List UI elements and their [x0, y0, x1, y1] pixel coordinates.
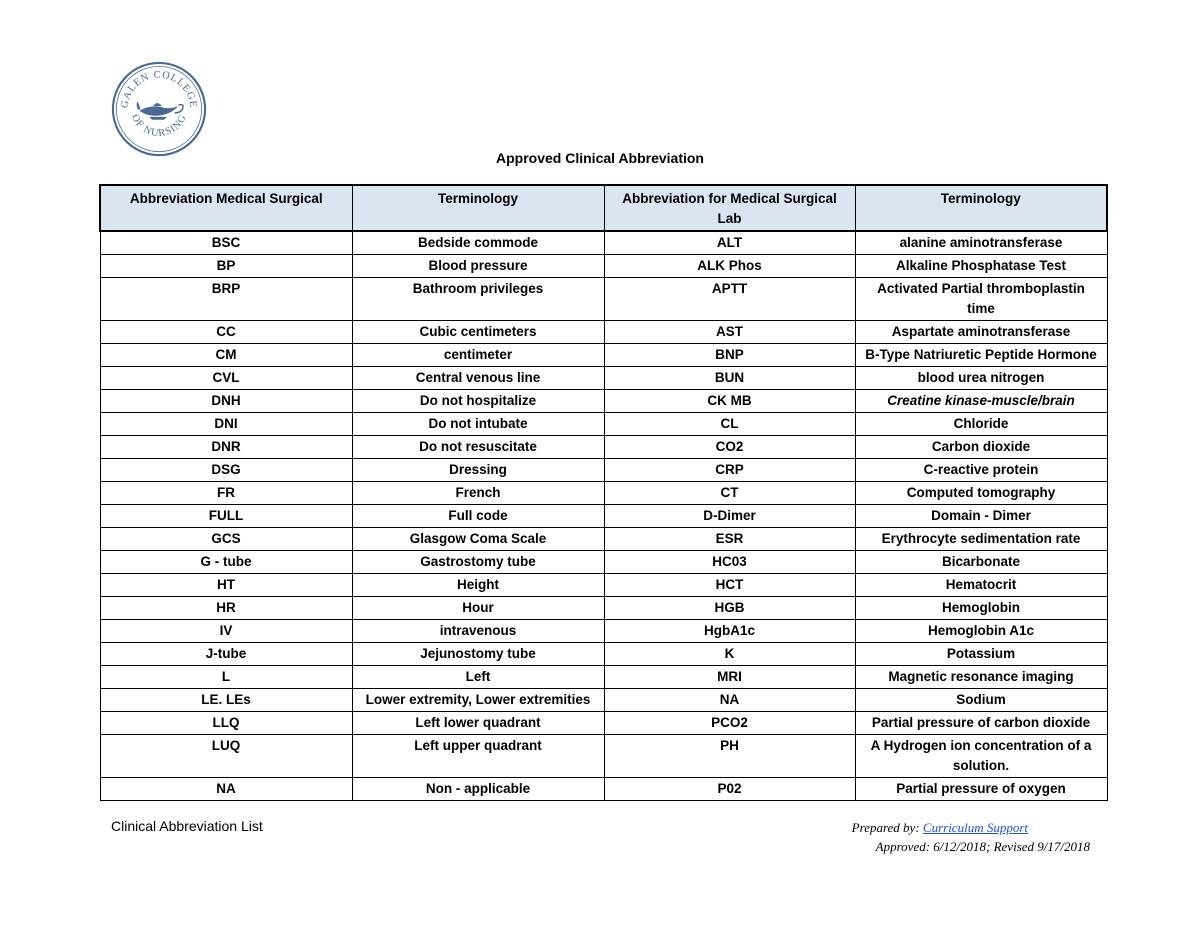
table-row	[100, 528, 1107, 551]
footer-approval-info	[852, 818, 1090, 856]
table-row	[100, 413, 1107, 436]
header-abbreviation-med-surg: Abbreviation Medical Surgical	[100, 185, 352, 231]
cell-terminology-lab: Hemoglobin A1c	[855, 620, 1107, 643]
cell-abbreviation-lab: BUN	[604, 367, 855, 390]
cell-terminology-med-surg: Jejunostomy tube	[352, 643, 604, 666]
cell-terminology-lab: Aspartate aminotransferase	[855, 321, 1107, 344]
cell-terminology-lab: Magnetic resonance imaging	[855, 666, 1107, 689]
table-row	[100, 505, 1107, 528]
table-row	[100, 666, 1107, 689]
cell-abbreviation-med-surg: DNH	[100, 390, 352, 413]
cell-terminology-med-surg: Bedside commode	[352, 231, 604, 255]
header-abbreviation-lab: Abbreviation for Medical Surgical Lab	[604, 185, 855, 231]
table-row	[100, 735, 1107, 778]
cell-terminology-med-surg: Blood pressure	[352, 255, 604, 278]
table-row	[100, 778, 1107, 801]
cell-terminology-lab: Bicarbonate	[855, 551, 1107, 574]
cell-terminology-lab: Creatine kinase-muscle/brain	[855, 390, 1107, 413]
cell-terminology-med-surg: centimeter	[352, 344, 604, 367]
table-row	[100, 390, 1107, 413]
cell-abbreviation-med-surg: LLQ	[100, 712, 352, 735]
table-row	[100, 643, 1107, 666]
cell-terminology-lab: Chloride	[855, 413, 1107, 436]
table-header-row	[100, 185, 1107, 231]
cell-terminology-med-surg: Height	[352, 574, 604, 597]
cell-abbreviation-med-surg: LUQ	[100, 735, 352, 778]
cell-abbreviation-med-surg: L	[100, 666, 352, 689]
cell-abbreviation-lab: CT	[604, 482, 855, 505]
cell-abbreviation-lab: AST	[604, 321, 855, 344]
table-row	[100, 255, 1107, 278]
cell-terminology-lab: Domain - Dimer	[855, 505, 1107, 528]
cell-terminology-med-surg: Cubic centimeters	[352, 321, 604, 344]
cell-abbreviation-lab: CRP	[604, 459, 855, 482]
cell-terminology-lab: A Hydrogen ion concentration of a solution.	[855, 735, 1107, 778]
cell-abbreviation-med-surg: IV	[100, 620, 352, 643]
cell-abbreviation-med-surg: J-tube	[100, 643, 352, 666]
cell-abbreviation-lab: HC03	[604, 551, 855, 574]
header-terminology-2: Terminology	[855, 185, 1107, 231]
header-terminology-1: Terminology	[352, 185, 604, 231]
table-row	[100, 459, 1107, 482]
cell-terminology-lab: Activated Partial thromboplastin time	[855, 278, 1107, 321]
cell-abbreviation-med-surg: CC	[100, 321, 352, 344]
cell-abbreviation-lab: APTT	[604, 278, 855, 321]
cell-abbreviation-med-surg: G - tube	[100, 551, 352, 574]
cell-terminology-med-surg: Do not intubate	[352, 413, 604, 436]
cell-abbreviation-med-surg: NA	[100, 778, 352, 801]
cell-abbreviation-med-surg: DNR	[100, 436, 352, 459]
cell-terminology-lab: Potassium	[855, 643, 1107, 666]
cell-abbreviation-lab: HgbA1c	[604, 620, 855, 643]
cell-abbreviation-lab: PH	[604, 735, 855, 778]
table-row	[100, 482, 1107, 505]
table-row	[100, 551, 1107, 574]
cell-terminology-med-surg: Do not hospitalize	[352, 390, 604, 413]
cell-abbreviation-lab: ALK Phos	[604, 255, 855, 278]
cell-terminology-med-surg: Non - applicable	[352, 778, 604, 801]
footer-document-name: Clinical Abbreviation List	[111, 818, 263, 834]
table-row	[100, 597, 1107, 620]
cell-terminology-lab: Hemoglobin	[855, 597, 1107, 620]
cell-terminology-lab: C-reactive protein	[855, 459, 1107, 482]
cell-abbreviation-lab: P02	[604, 778, 855, 801]
table-row	[100, 574, 1107, 597]
cell-terminology-med-surg: Do not resuscitate	[352, 436, 604, 459]
cell-abbreviation-lab: PCO2	[604, 712, 855, 735]
cell-terminology-med-surg: Central venous line	[352, 367, 604, 390]
cell-abbreviation-med-surg: DNI	[100, 413, 352, 436]
approved-date-text: Approved: 6/12/2018; Revised 9/17/2018	[875, 839, 1090, 854]
cell-abbreviation-lab: HGB	[604, 597, 855, 620]
table-body	[100, 231, 1107, 801]
cell-abbreviation-lab: CL	[604, 413, 855, 436]
table-row	[100, 712, 1107, 735]
prepared-by-label: Prepared by:	[851, 820, 923, 835]
cell-terminology-lab: Carbon dioxide	[855, 436, 1107, 459]
cell-terminology-med-surg: Left lower quadrant	[352, 712, 604, 735]
cell-terminology-lab: Hematocrit	[855, 574, 1107, 597]
cell-terminology-med-surg: Left	[352, 666, 604, 689]
table-row	[100, 436, 1107, 459]
cell-terminology-med-surg: Dressing	[352, 459, 604, 482]
cell-terminology-lab: B-Type Natriuretic Peptide Hormone	[855, 344, 1107, 367]
cell-terminology-med-surg: Lower extremity, Lower extremities	[352, 689, 604, 712]
cell-abbreviation-med-surg: GCS	[100, 528, 352, 551]
table-row	[100, 620, 1107, 643]
table-row	[100, 321, 1107, 344]
cell-terminology-lab: Alkaline Phosphatase Test	[855, 255, 1107, 278]
cell-abbreviation-lab: MRI	[604, 666, 855, 689]
cell-terminology-lab: Erythrocyte sedimentation rate	[855, 528, 1107, 551]
table-row	[100, 344, 1107, 367]
cell-abbreviation-lab: CK MB	[604, 390, 855, 413]
table-row	[100, 367, 1107, 390]
cell-terminology-lab: Partial pressure of oxygen	[855, 778, 1107, 801]
cell-terminology-med-surg: intravenous	[352, 620, 604, 643]
cell-abbreviation-med-surg: FR	[100, 482, 352, 505]
cell-terminology-lab: Partial pressure of carbon dioxide	[855, 712, 1107, 735]
cell-terminology-med-surg: Bathroom privileges	[352, 278, 604, 321]
cell-terminology-med-surg: French	[352, 482, 604, 505]
cell-abbreviation-med-surg: HR	[100, 597, 352, 620]
cell-abbreviation-lab: CO2	[604, 436, 855, 459]
cell-abbreviation-med-surg: HT	[100, 574, 352, 597]
cell-terminology-med-surg: Gastrostomy tube	[352, 551, 604, 574]
cell-abbreviation-med-surg: CVL	[100, 367, 352, 390]
cell-terminology-lab: Computed tomography	[855, 482, 1107, 505]
cell-abbreviation-lab: D-Dimer	[604, 505, 855, 528]
table-row	[100, 689, 1107, 712]
cell-abbreviation-med-surg: BSC	[100, 231, 352, 255]
cell-terminology-med-surg: Left upper quadrant	[352, 735, 604, 778]
cell-abbreviation-lab: BNP	[604, 344, 855, 367]
cell-terminology-med-surg: Hour	[352, 597, 604, 620]
cell-terminology-lab: alanine aminotransferase	[855, 231, 1107, 255]
table-row	[100, 231, 1107, 255]
cell-abbreviation-lab: HCT	[604, 574, 855, 597]
cell-abbreviation-med-surg: BRP	[100, 278, 352, 321]
cell-terminology-lab: Sodium	[855, 689, 1107, 712]
abbreviation-table	[99, 184, 1108, 801]
cell-terminology-med-surg: Glasgow Coma Scale	[352, 528, 604, 551]
college-seal-logo	[110, 60, 208, 158]
svg-text:GALEN COLLEGE: GALEN COLLEGE	[119, 69, 199, 109]
cell-abbreviation-med-surg: FULL	[100, 505, 352, 528]
cell-abbreviation-med-surg: CM	[100, 344, 352, 367]
cell-abbreviation-lab: ESR	[604, 528, 855, 551]
cell-abbreviation-lab: ALT	[604, 231, 855, 255]
cell-abbreviation-med-surg: DSG	[100, 459, 352, 482]
cell-abbreviation-lab: K	[604, 643, 855, 666]
svg-text:OF NURSING: OF NURSING	[128, 112, 190, 140]
table-row	[100, 278, 1107, 321]
cell-terminology-lab: blood urea nitrogen	[855, 367, 1107, 390]
cell-abbreviation-med-surg: LE. LEs	[100, 689, 352, 712]
cell-abbreviation-med-surg: BP	[100, 255, 352, 278]
document-title: Approved Clinical Abbreviation	[496, 150, 704, 166]
cell-abbreviation-lab: NA	[604, 689, 855, 712]
curriculum-support-link[interactable]: Curriculum Support	[922, 820, 1028, 835]
cell-terminology-med-surg: Full code	[352, 505, 604, 528]
